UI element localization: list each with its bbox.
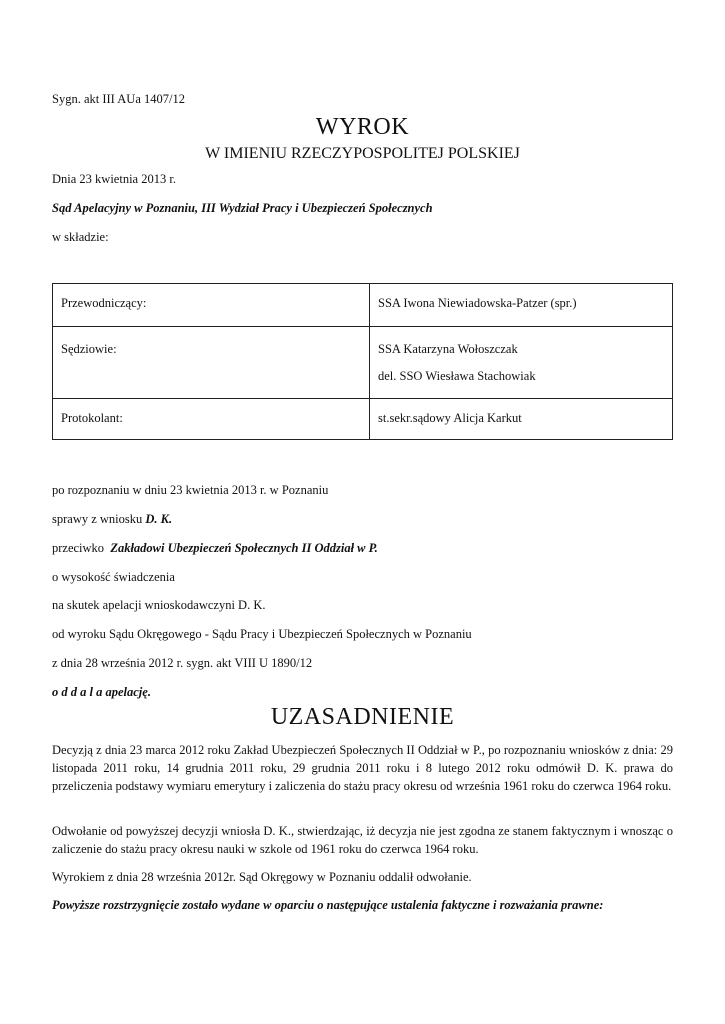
- panel-role: Sędziowie:: [53, 327, 370, 399]
- proceedings-text: sprawy z wniosku: [52, 512, 146, 526]
- applicant-name: D. K.: [145, 512, 173, 526]
- justification-paragraph: Decyzją z dnia 23 marca 2012 roku Zakład Ubezpieczeń Społecznych II Oddział w P., po rozpoznaniu wniosków z dnia: 29 listopada 2011 roku, 14 grudnia 2011 roku, 29 grudnia 2011 roku i 8 lutego 2012 roku odmówił D. K. prawa do przeliczenia podstawy wymiaru emerytury i zaliczenia do stażu pracy okresu od września 1961 roku do czerwca 1964 roku.: [52, 743, 673, 793]
- panel-row-clerk: [53, 399, 673, 440]
- proceedings-line: o wysokość świadczenia: [52, 570, 175, 584]
- proceedings-line: na skutek apelacji wnioskodawczyni D. K.: [52, 598, 266, 612]
- member-name: SSA Iwona Niewiadowska-Patzer (spr.): [378, 296, 577, 310]
- panel-row-judges: [53, 327, 673, 399]
- composition-label: w składzie:: [52, 230, 109, 244]
- proceedings-line: z dnia 28 września 2012 r. sygn. akt VIII U 1890/12: [52, 656, 313, 670]
- proceedings-line: [52, 512, 172, 527]
- document-subtitle: W IMIENIU RZECZYPOSPOLITEJ POLSKIEJ: [205, 145, 520, 162]
- proceedings-line: [52, 541, 378, 556]
- proceedings-line: po rozpoznaniu w dniu 23 kwietnia 2013 r. w Poznaniu: [52, 483, 329, 497]
- panel-table: [52, 283, 673, 440]
- member-name: SSA Katarzyna Wołoszczak: [378, 342, 518, 356]
- member-name: del. SSO Wiesława Stachowiak: [378, 369, 536, 383]
- panel-role: Przewodniczący:: [53, 284, 370, 327]
- panel-member: [370, 327, 673, 399]
- justification-paragraph: Odwołanie od powyższej decyzji wniosła D. K., stwierdzając, iż decyzja nie jest zgodna ze stanem faktycznym i wnosząc o zaliczenie do stażu pracy okresu nauki w szkole od 1961 roku do czerwca 1964 roku.: [52, 824, 673, 856]
- document-title: WYROK: [315, 114, 410, 140]
- judgment-date: Dnia 23 kwietnia 2013 r.: [52, 172, 176, 186]
- case-signature: Sygn. akt III AUa 1407/12: [52, 92, 185, 106]
- justification-title: UZASADNIENIE: [270, 704, 455, 730]
- proceedings-line: od wyroku Sądu Okręgowego - Sądu Pracy i Ubezpieczeń Społecznych w Poznaniu: [52, 627, 472, 641]
- respondent-name: Zakładowi Ubezpieczeń Społecznych II Oddział w P.: [110, 541, 378, 555]
- panel-role: Protokolant:: [53, 399, 370, 440]
- justification-paragraph: Wyrokiem z dnia 28 września 2012r. Sąd Okręgowy w Poznaniu oddalił odwołanie.: [52, 870, 472, 884]
- proceedings-text: przeciwko: [52, 541, 111, 555]
- panel-member: [370, 399, 673, 440]
- justification-closing: Powyższe rozstrzygnięcie zostało wydane w oparciu o następujące ustalenia faktyczne i rozważania prawne:: [52, 898, 604, 912]
- court-name: Sąd Apelacyjny w Poznaniu, III Wydział Pracy i Ubezpieczeń Społecznych: [52, 201, 433, 215]
- panel-row-chair: [53, 284, 673, 327]
- member-name: st.sekr.sądowy Alicja Karkut: [378, 411, 522, 425]
- verdict: o d d a l a apelację.: [52, 685, 151, 699]
- panel-member: [370, 284, 673, 327]
